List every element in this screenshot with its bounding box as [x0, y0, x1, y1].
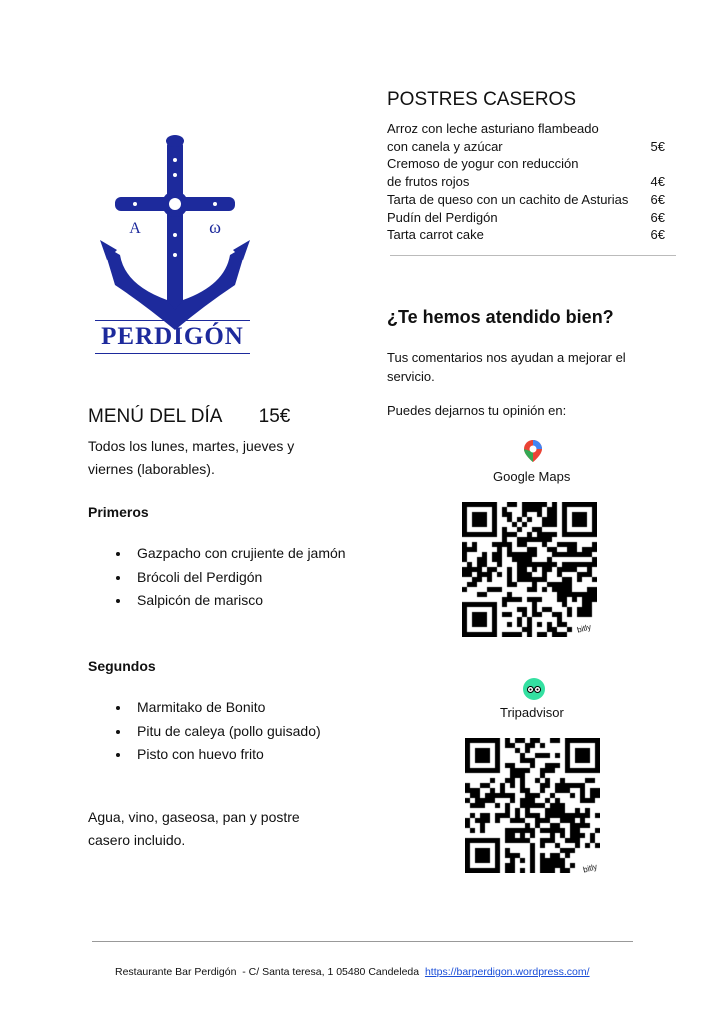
dessert-name: Arroz con leche asturiano flambeado	[387, 121, 599, 136]
dessert-name: Pudín del Perdigón	[387, 209, 498, 225]
divider	[390, 255, 676, 256]
dish-item: • Brócoli del Perdigón	[131, 566, 361, 590]
dessert-name: Cremoso de yogur con reducción	[387, 156, 579, 172]
dish-item: • Pisto con huevo frito	[131, 743, 391, 767]
dessert-price: 6€	[650, 209, 665, 225]
qr-brand: bitly	[582, 862, 599, 875]
menu-included: Agua, vino, gaseosa, pan y postre casero incluido.	[88, 809, 300, 848]
dessert-price: 4€	[650, 174, 665, 190]
menu-days: Todos los lunes, martes, jueves y viernes (laborables).	[88, 438, 295, 477]
dessert-item	[387, 209, 665, 227]
dessert-item	[387, 191, 665, 209]
desserts-list	[387, 120, 665, 244]
desserts-title: POSTRES CASEROS	[387, 89, 576, 110]
tripadvisor-label: Tripadvisor	[500, 705, 564, 720]
feedback-title: ¿Te hemos atendido bien?	[387, 307, 614, 327]
dessert-name: Tarta carrot cake	[387, 227, 484, 243]
dessert-item	[387, 173, 665, 191]
dessert-price: 6€	[650, 191, 665, 207]
google-maps-pin-icon	[524, 440, 542, 462]
dessert-price: 5€	[650, 138, 665, 154]
dessert-item	[387, 138, 665, 156]
feedback-prompt: Puedes dejarnos tu opinión en:	[387, 403, 567, 418]
menu-title-text: MENÚ DEL DÍA	[88, 406, 222, 427]
dish-item: • Gazpacho con crujiente de jamón	[131, 542, 361, 566]
footer-address: Restaurante Bar Perdigón - C/ Santa teresa, 1 05480 Candeleda	[115, 966, 420, 978]
dessert-item	[387, 155, 665, 173]
tripadvisor-owl-icon	[523, 678, 545, 700]
website-link[interactable]: https://barperdigon.wordpress.com/	[424, 966, 590, 978]
dessert-item	[387, 226, 665, 244]
svg-text:ω: ω	[209, 217, 221, 237]
qr-brand: bitly	[576, 622, 593, 635]
footer	[115, 966, 590, 978]
primeros-title: Primeros	[88, 504, 149, 520]
feedback-text: Tus comentarios nos ayudan a mejorar el servicio.	[387, 350, 626, 384]
dessert-price: 6€	[650, 227, 665, 243]
segundos-list	[88, 696, 391, 767]
anchor-logo-icon	[95, 115, 255, 355]
google-maps-label: Google Maps	[493, 469, 571, 484]
dessert-name: con canela y azúcar	[387, 138, 503, 154]
dessert-item	[387, 120, 665, 138]
segundos-title: Segundos	[88, 658, 156, 674]
dish-item: • Marmitako de Bonito	[131, 696, 391, 720]
menu-title	[88, 406, 290, 428]
footer-divider	[92, 941, 633, 942]
brand-name: PERDIGÓN	[95, 320, 250, 354]
google-maps-qr-code[interactable]	[462, 502, 597, 637]
menu-price: 15€	[258, 406, 291, 427]
primeros-list	[88, 542, 361, 613]
dessert-name: Tarta de queso con un cachito de Asturias	[387, 191, 629, 207]
dessert-name: de frutos rojos	[387, 174, 470, 190]
dish-item: • Salpicón de marisco	[131, 589, 361, 613]
dish-item: • Pitu de caleya (pollo guisado)	[131, 720, 391, 744]
tripadvisor-qr-code[interactable]	[465, 738, 600, 873]
svg-text:A: A	[129, 220, 141, 237]
